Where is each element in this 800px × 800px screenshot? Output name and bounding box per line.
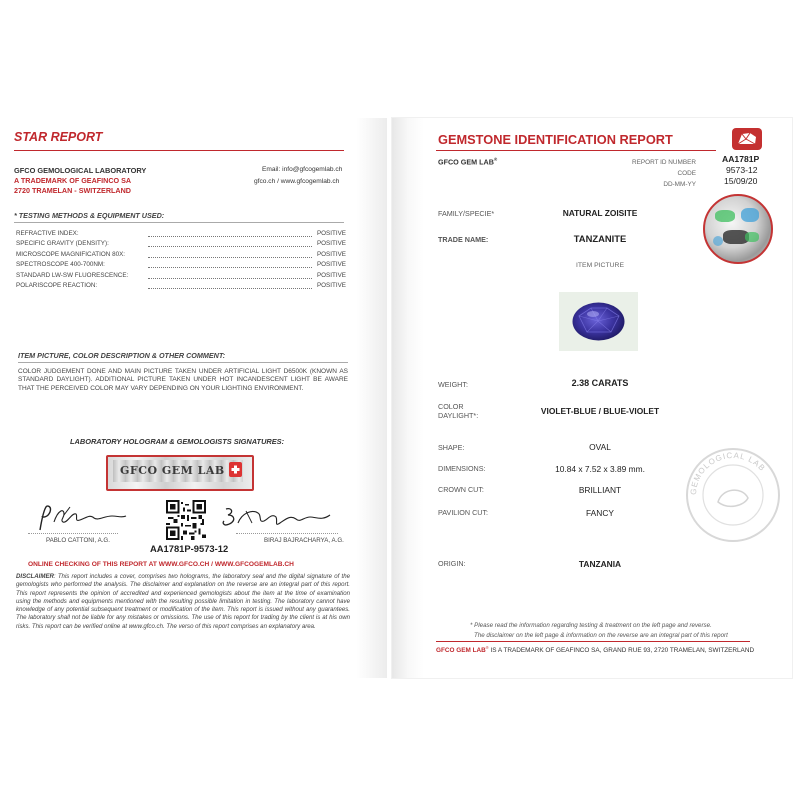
brand-name: GFCO GEM LAB — [438, 157, 494, 167]
hologram-disc — [703, 194, 773, 264]
origin-label: ORIGIN: — [438, 559, 466, 568]
left-title: STAR REPORT — [14, 130, 103, 144]
id-label-code: CODE — [677, 170, 696, 177]
report-date: 15/09/20 — [724, 176, 758, 186]
id-label-report: REPORT ID NUMBER — [631, 159, 696, 166]
report-ref: AA1781P-9573-12 — [150, 543, 229, 554]
online-check-link[interactable]: ONLINE CHECKING OF THIS REPORT AT WWW.GFCO.CH / WWW.GFCOGEMLAB.CH — [28, 561, 294, 568]
method-row — [16, 251, 346, 261]
report-id: AA1781P — [722, 154, 760, 164]
method-label: MICROSCOPE MAGNIFICATION 80X: — [16, 251, 126, 258]
method-row — [16, 272, 346, 282]
brand — [438, 157, 497, 166]
method-label: POLARISCOPE REACTION: — [16, 282, 98, 289]
method-value: POSITIVE — [316, 272, 346, 279]
left-title-rule — [14, 150, 344, 151]
id-label-date: DD-MM-YY — [663, 181, 696, 188]
gem-logo-icon — [732, 128, 762, 150]
pavilion-value: FANCY — [586, 508, 614, 518]
crown-label: CROWN CUT: — [438, 485, 484, 494]
svg-text:GEMOLOGICAL LAB — [689, 451, 767, 495]
method-value: POSITIVE — [316, 240, 346, 247]
method-value: POSITIVE — [316, 282, 346, 289]
family-value: NATURAL ZOISITE — [562, 208, 638, 218]
note-1: * Please read the information regarding testing & treatment on the left page and reverse. — [470, 622, 712, 629]
method-label: REFRACTIVE INDEX: — [16, 230, 79, 237]
weight-label: WEIGHT: — [438, 380, 468, 389]
footer — [436, 645, 754, 654]
method-row — [16, 282, 346, 292]
disclaimer-label: DISCLAIMER — [16, 573, 54, 580]
signature-line-1 — [28, 533, 118, 534]
method-value: POSITIVE — [316, 251, 346, 258]
method-row — [16, 261, 346, 271]
right-title-rule — [436, 150, 716, 151]
method-label: STANDARD LW-SW FLUORESCENCE: — [16, 272, 129, 279]
gem-icon — [559, 292, 638, 351]
dimensions-label: DIMENSIONS: — [438, 464, 486, 473]
hologram-title: LABORATORY HOLOGRAM & GEMOLOGISTS SIGNATURES: — [70, 437, 285, 446]
lab-web: gfco.ch / www.gfcogemlab.ch — [254, 178, 340, 185]
lab-address: 2720 TRAMELAN - SWITZERLAND — [14, 186, 132, 195]
trade-value: TANZANITE — [573, 233, 627, 244]
report-code: 9573-12 — [726, 165, 758, 175]
signature-line-2 — [236, 533, 338, 534]
item-picture-label: ITEM PICTURE — [576, 262, 624, 269]
pavilion-label: PAVILION CUT: — [438, 508, 489, 517]
shape-value: OVAL — [589, 442, 611, 452]
item-rule — [18, 362, 348, 363]
brand-reg: ® — [493, 157, 498, 162]
signature-1 — [34, 502, 134, 534]
signer-2: BIRAJ BAJRACHARYA, A.G. — [264, 537, 344, 544]
color-label-1: COLOR — [438, 402, 464, 411]
shape-label: SHAPE: — [438, 443, 465, 452]
footer-reg: ® — [485, 645, 489, 650]
item-title: ITEM PICTURE, COLOR DESCRIPTION & OTHER COMMENT: — [18, 351, 226, 360]
disclaimer-text: : This report includes a cover, comprises two holograms, the laboratory seal and the digital signature of the gemologists who performed the analysis. The disclaimer and explanation on the reverse are an integral part of this report. This report represents the opinion of accredited and experienced gemologists about the item at the time of examination using the methods and equipments mentioned with the resulting possible limitation in testing. The laboratory cannot have knowledge of any potential subsequent treatment or modification of the item. This report is issued without any guarantees. The laboratory shall not be liable for any mistakes or omissions. The use of this report for trading by the client is at his own risks. This report can be verified online at www.gfco.ch. The verso of this report comprises an explanatory area. — [16, 573, 350, 630]
methods-rule — [14, 222, 344, 223]
id-labels — [584, 157, 696, 190]
methods-title: * TESTING METHODS & EQUIPMENT USED: — [14, 211, 165, 220]
weight-value: 2.38 CARATS — [571, 378, 629, 388]
origin-value: TANZANIA — [578, 559, 622, 569]
method-label: SPECIFIC GRAVITY (DENSITY): — [16, 240, 109, 247]
signature-2 — [218, 503, 346, 533]
seal-text: GEMOLOGICAL LAB — [688, 450, 768, 496]
trade-label: TRADE NAME: — [438, 235, 489, 244]
embossed-seal — [678, 440, 788, 550]
color-value: VIOLET-BLUE / BLUE-VIOLET — [540, 406, 660, 416]
item-text: COLOR JUDGEMENT DONE AND MAIN PICTURE TAKEN UNDER ARTIFICIAL LIGHT D6500K (KNOWN AS STANDARD DAYLIGHT). ADDITIONAL PICTURE TAKEN UNDER HOT INCANDESCENT LIGHT BE AWARE THAT THE PERCEIVED COLOR MAY VARY DEPENDING ON YOUR LIGHTING ENVIRONMENT. — [18, 368, 348, 392]
lab-email: Email: info@gfcogemlab.ch — [262, 166, 343, 173]
family-label: FAMILY/SPECIE* — [438, 209, 495, 218]
method-value: POSITIVE — [316, 261, 346, 268]
hologram-text: GFCO GEM LAB — [120, 464, 225, 477]
dimensions-value: 10.84 x 7.52 x 3.89 mm. — [555, 464, 645, 474]
id-values — [722, 154, 759, 187]
footer-text: IS A TRADEMARK OF GEAFINCO SA, GRAND RUE 93, 2720 TRAMELAN, SWITZERLAND — [490, 647, 755, 655]
swiss-flag-icon — [229, 462, 242, 477]
qr-code[interactable] — [166, 500, 206, 540]
crown-value: BRILLIANT — [578, 485, 622, 495]
lab-name: GFCO GEMOLOGICAL LABORATORY — [14, 166, 147, 175]
color-label-2: DAYLIGHT*: — [438, 411, 479, 420]
note-2: The disclaimer on the left page & information on the reverse are an integral part of this report — [474, 632, 728, 639]
method-row — [16, 230, 346, 240]
method-value: POSITIVE — [316, 230, 346, 237]
footer-brand: GFCO GEM LAB — [436, 647, 486, 655]
gem-photo — [559, 292, 638, 351]
lab-trademark: A TRADEMARK OF GEAFINCO SA — [14, 176, 132, 185]
right-title: GEMSTONE IDENTIFICATION REPORT — [438, 132, 673, 147]
method-row — [16, 240, 346, 250]
footer-rule — [436, 641, 750, 642]
method-label: SPECTROSCOPE 400-700NM: — [16, 261, 105, 268]
signer-1: PABLO CATTONI, A.G. — [46, 537, 110, 544]
disclaimer — [16, 573, 350, 631]
logo-badge — [732, 128, 762, 150]
